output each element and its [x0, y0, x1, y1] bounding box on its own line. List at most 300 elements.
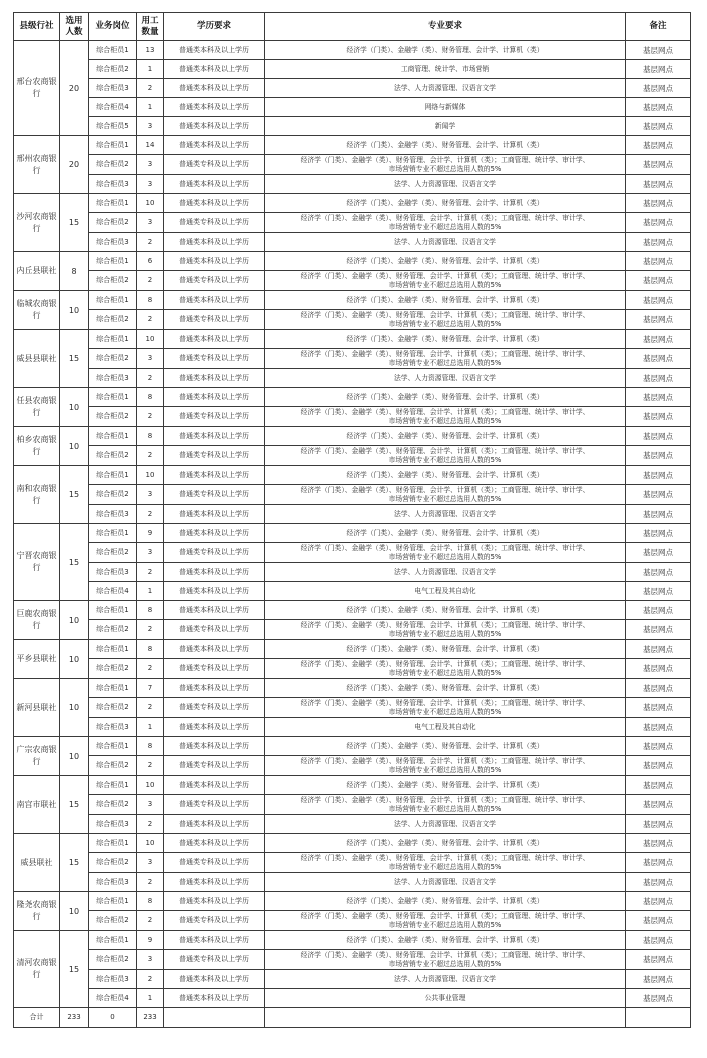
- count-cell: 1: [137, 582, 164, 601]
- major-line-1: 经济学（门类）、金融学（类）、财务管理、会计学、计算机（类）；工商管理、统计学、审计学、: [300, 853, 590, 862]
- post-cell: [89, 41, 137, 60]
- education-cell: 普通类本科及以上学历: [164, 466, 265, 485]
- post-label: 综合柜员: [96, 567, 125, 576]
- table-row: [14, 252, 691, 271]
- post-label: 综合柜员: [96, 490, 125, 498]
- count-cell: 8: [137, 427, 164, 446]
- major-cell: [265, 795, 626, 815]
- post-cell: [89, 873, 137, 892]
- header-major: 专业要求: [265, 13, 626, 41]
- major-cell: 经济学（门类）、金融学（类）、财务管理、会计学、计算机（类）: [265, 330, 626, 349]
- headcount-cell: 15: [60, 330, 89, 388]
- count-cell: 2: [137, 620, 164, 640]
- table-row: [14, 446, 691, 466]
- major-line-2: 市场营销专业不超过总选用人数的5%: [388, 222, 502, 231]
- headcount-cell: 20: [60, 41, 89, 136]
- major-cell: 法学、人力资源管理、汉语言文学: [265, 815, 626, 834]
- post-label: 综合柜员: [96, 392, 125, 401]
- post-number: 3: [124, 83, 129, 92]
- post-label: 综合柜员: [96, 160, 125, 168]
- table-row: [14, 271, 691, 291]
- note-cell: 基层网点: [626, 989, 691, 1008]
- post-cell: [89, 271, 137, 291]
- post-label: 综合柜员: [96, 431, 125, 440]
- table-row: [14, 911, 691, 931]
- table-row: [14, 330, 691, 349]
- major-cell: 经济学（门类）、金融学（类）、财务管理、会计学、计算机（类）: [265, 892, 626, 911]
- major-line-2: 市场营销专业不超过总选用人数的5%: [388, 164, 502, 173]
- major-cell: 经济学（门类）、金融学（类）、财务管理、会计学、计算机（类）: [265, 136, 626, 155]
- post-number: 2: [124, 858, 129, 866]
- table-row: [14, 834, 691, 853]
- note-cell: 基层网点: [626, 485, 691, 505]
- table-row: [14, 776, 691, 795]
- table-footer-row: [14, 1008, 691, 1028]
- education-cell: 普通类本科及以上学历: [164, 194, 265, 213]
- headcount-cell: 10: [60, 427, 89, 466]
- post-number: 1: [124, 431, 129, 440]
- table-row: [14, 233, 691, 252]
- post-number: 2: [124, 412, 129, 420]
- post-cell: [89, 989, 137, 1008]
- county-cell: 威县县联社: [14, 330, 60, 388]
- major-cell: 经济学（门类）、金融学（类）、财务管理、会计学、计算机（类）: [265, 679, 626, 698]
- post-cell: [89, 620, 137, 640]
- post-label: 综合柜员: [96, 102, 125, 111]
- major-line-1: 经济学（门类）、金融学（类）、财务管理、会计学、计算机（类）；工商管理、统计学、审计学、: [300, 543, 590, 552]
- major-cell: 经济学（门类）、金融学（类）、财务管理、会计学、计算机（类）: [265, 466, 626, 485]
- education-cell: 普通类本科及以上学历: [164, 505, 265, 524]
- headcount-cell: 10: [60, 892, 89, 931]
- education-cell: 普通类专科及以上学历: [164, 349, 265, 369]
- header-count: 用工数量: [137, 13, 164, 41]
- table-row: [14, 427, 691, 446]
- headcount-cell: 15: [60, 776, 89, 834]
- note-cell: 基层网点: [626, 466, 691, 485]
- count-cell: 2: [137, 407, 164, 427]
- post-number: 1: [124, 780, 129, 789]
- header-post: 业务岗位: [89, 13, 137, 41]
- post-cell: [89, 369, 137, 388]
- note-cell: 基层网点: [626, 369, 691, 388]
- post-number: 2: [124, 354, 129, 362]
- count-cell: 2: [137, 698, 164, 718]
- post-number: 2: [124, 703, 129, 711]
- major-cell: 电气工程及其自动化: [265, 718, 626, 737]
- post-cell: [89, 310, 137, 330]
- count-cell: 8: [137, 291, 164, 310]
- table-row: [14, 310, 691, 330]
- major-line-1: 经济学（门类）、金融学（类）、财务管理、会计学、计算机（类）；工商管理、统计学、审计学、: [300, 407, 590, 416]
- count-cell: 10: [137, 194, 164, 213]
- education-cell: 普通类本科及以上学历: [164, 737, 265, 756]
- education-cell: 普通类本科及以上学历: [164, 718, 265, 737]
- post-cell: [89, 853, 137, 873]
- table-row: [14, 79, 691, 98]
- count-cell: 6: [137, 252, 164, 271]
- post-cell: [89, 970, 137, 989]
- note-cell: 基层网点: [626, 388, 691, 407]
- post-number: 1: [124, 470, 129, 479]
- post-label: 综合柜员: [96, 664, 125, 672]
- post-cell: [89, 737, 137, 756]
- footer-empty: [164, 1008, 265, 1028]
- count-cell: 8: [137, 388, 164, 407]
- post-cell: [89, 155, 137, 175]
- county-cell: 任县农商银行: [14, 388, 60, 427]
- count-cell: 3: [137, 950, 164, 970]
- education-cell: 普通类本科及以上学历: [164, 892, 265, 911]
- footer-post: 0: [89, 1008, 137, 1028]
- education-cell: 普通类专科及以上学历: [164, 271, 265, 291]
- count-cell: 14: [137, 136, 164, 155]
- post-cell: [89, 756, 137, 776]
- table-row: [14, 679, 691, 698]
- note-cell: 基层网点: [626, 756, 691, 776]
- education-cell: 普通类本科及以上学历: [164, 640, 265, 659]
- major-line-2: 市场营销专业不超过总选用人数的5%: [388, 959, 502, 968]
- major-cell: [265, 155, 626, 175]
- county-cell: 内丘县联社: [14, 252, 60, 291]
- table-row: [14, 620, 691, 640]
- post-number: 2: [124, 916, 129, 924]
- education-cell: 普通类本科及以上学历: [164, 427, 265, 446]
- post-label: 综合柜员: [96, 896, 125, 905]
- headcount-cell: 15: [60, 931, 89, 1008]
- post-cell: [89, 407, 137, 427]
- major-line-2: 市场营销专业不超过总选用人数的5%: [388, 358, 502, 367]
- education-cell: 普通类本科及以上学历: [164, 252, 265, 271]
- post-cell: [89, 563, 137, 582]
- count-cell: 2: [137, 970, 164, 989]
- note-cell: 基层网点: [626, 271, 691, 291]
- count-cell: 8: [137, 640, 164, 659]
- post-label: 综合柜员: [96, 179, 125, 188]
- table-row: [14, 136, 691, 155]
- post-number: 2: [124, 761, 129, 769]
- education-cell: 普通类本科及以上学历: [164, 388, 265, 407]
- major-cell: 经济学（门类）、金融学（类）、财务管理、会计学、计算机（类）: [265, 194, 626, 213]
- table-row: [14, 155, 691, 175]
- count-cell: 2: [137, 563, 164, 582]
- major-cell: 电气工程及其自动化: [265, 582, 626, 601]
- table-row: [14, 505, 691, 524]
- headcount-cell: 8: [60, 252, 89, 291]
- post-number: 1: [124, 140, 129, 149]
- major-line-1: 经济学（门类）、金融学（类）、财务管理、会计学、计算机（类）；工商管理、统计学、审计学、: [300, 756, 590, 765]
- table-row: [14, 659, 691, 679]
- county-cell: 柏乡农商银行: [14, 427, 60, 466]
- county-cell: 巨鹿农商银行: [14, 601, 60, 640]
- note-cell: 基层网点: [626, 233, 691, 252]
- count-cell: 3: [137, 155, 164, 175]
- post-label: 综合柜员: [96, 935, 125, 944]
- count-cell: 13: [137, 41, 164, 60]
- post-label: 综合柜员: [96, 722, 125, 731]
- note-cell: 基层网点: [626, 659, 691, 679]
- post-label: 综合柜员: [96, 761, 125, 769]
- education-cell: 普通类本科及以上学历: [164, 136, 265, 155]
- headcount-cell: 10: [60, 388, 89, 427]
- post-number: 2: [124, 315, 129, 323]
- post-cell: [89, 640, 137, 659]
- education-cell: 普通类本科及以上学历: [164, 233, 265, 252]
- table-row: [14, 601, 691, 620]
- post-cell: [89, 194, 137, 213]
- post-cell: [89, 117, 137, 136]
- post-number: 2: [124, 664, 129, 672]
- major-cell: 网络与新媒体: [265, 98, 626, 117]
- headcount-cell: 20: [60, 136, 89, 194]
- education-cell: 普通类专科及以上学历: [164, 911, 265, 931]
- table-row: [14, 873, 691, 892]
- post-number: 1: [124, 838, 129, 847]
- education-cell: 普通类本科及以上学历: [164, 117, 265, 136]
- footer-count: 233: [137, 1008, 164, 1028]
- county-cell: 清河农商银行: [14, 931, 60, 1008]
- note-cell: 基层网点: [626, 776, 691, 795]
- footer-empty: [626, 1008, 691, 1028]
- table-row: [14, 524, 691, 543]
- count-cell: 1: [137, 989, 164, 1008]
- post-number: 1: [124, 198, 129, 207]
- post-label: 综合柜员: [96, 974, 125, 983]
- county-cell: 广宗农商银行: [14, 737, 60, 776]
- table-row: [14, 737, 691, 756]
- note-cell: 基层网点: [626, 41, 691, 60]
- post-label: 综合柜员: [96, 993, 125, 1002]
- post-cell: [89, 505, 137, 524]
- post-label: 综合柜员: [96, 354, 125, 362]
- education-cell: 普通类专科及以上学历: [164, 155, 265, 175]
- count-cell: 3: [137, 213, 164, 233]
- table-row: [14, 970, 691, 989]
- post-label: 综合柜员: [96, 625, 125, 633]
- count-cell: 3: [137, 543, 164, 563]
- post-cell: [89, 582, 137, 601]
- major-line-1: 经济学（门类）、金融学（类）、财务管理、会计学、计算机（类）；工商管理、统计学、审计学、: [300, 659, 590, 668]
- education-cell: 普通类专科及以上学历: [164, 698, 265, 718]
- major-cell: [265, 446, 626, 466]
- education-cell: 普通类本科及以上学历: [164, 98, 265, 117]
- post-number: 1: [124, 392, 129, 401]
- note-cell: 基层网点: [626, 60, 691, 79]
- count-cell: 2: [137, 756, 164, 776]
- post-label: 综合柜员: [96, 45, 125, 54]
- note-cell: 基层网点: [626, 795, 691, 815]
- major-line-1: 经济学（门类）、金融学（类）、财务管理、会计学、计算机（类）；工商管理、统计学、审计学、: [300, 271, 590, 280]
- headcount-cell: 15: [60, 524, 89, 601]
- major-line-1: 经济学（门类）、金融学（类）、财务管理、会计学、计算机（类）；工商管理、统计学、审计学、: [300, 349, 590, 358]
- note-cell: 基层网点: [626, 834, 691, 853]
- footer-label: 合计: [14, 1008, 60, 1028]
- major-cell: [265, 620, 626, 640]
- major-cell: 经济学（门类）、金融学（类）、财务管理、会计学、计算机（类）: [265, 41, 626, 60]
- post-number: 3: [124, 509, 129, 518]
- post-label: 综合柜员: [96, 955, 125, 963]
- count-cell: 9: [137, 524, 164, 543]
- count-cell: 1: [137, 60, 164, 79]
- post-number: 2: [124, 160, 129, 168]
- major-cell: 经济学（门类）、金融学（类）、财务管理、会计学、计算机（类）: [265, 931, 626, 950]
- county-cell: 邢州农商银行: [14, 136, 60, 194]
- major-cell: 法学、人力资源管理、汉语言文学: [265, 175, 626, 194]
- major-cell: [265, 698, 626, 718]
- count-cell: 3: [137, 175, 164, 194]
- note-cell: 基层网点: [626, 291, 691, 310]
- major-line-2: 市场营销专业不超过总选用人数的5%: [388, 862, 502, 871]
- major-cell: [265, 310, 626, 330]
- note-cell: 基层网点: [626, 737, 691, 756]
- major-line-2: 市场营销专业不超过总选用人数的5%: [388, 629, 502, 638]
- table-row: [14, 853, 691, 873]
- note-cell: 基层网点: [626, 310, 691, 330]
- major-line-1: 经济学（门类）、金融学（类）、财务管理、会计学、计算机（类）；工商管理、统计学、审计学、: [300, 698, 590, 707]
- note-cell: 基层网点: [626, 155, 691, 175]
- post-cell: [89, 446, 137, 466]
- post-number: 2: [124, 800, 129, 808]
- major-cell: 公共事业管理: [265, 989, 626, 1008]
- major-line-2: 市场营销专业不超过总选用人数的5%: [388, 765, 502, 774]
- county-cell: 威县联社: [14, 834, 60, 892]
- table-row: [14, 815, 691, 834]
- post-number: 2: [124, 625, 129, 633]
- table-row: [14, 349, 691, 369]
- note-cell: 基层网点: [626, 407, 691, 427]
- post-label: 综合柜员: [96, 451, 125, 459]
- major-line-2: 市场营销专业不超过总选用人数的5%: [388, 920, 502, 929]
- education-cell: 普通类本科及以上学历: [164, 582, 265, 601]
- note-cell: 基层网点: [626, 601, 691, 620]
- education-cell: 普通类本科及以上学历: [164, 931, 265, 950]
- count-cell: 3: [137, 853, 164, 873]
- post-cell: [89, 950, 137, 970]
- count-cell: 10: [137, 834, 164, 853]
- post-cell: [89, 175, 137, 194]
- post-number: 1: [124, 295, 129, 304]
- post-label: 综合柜员: [96, 373, 125, 382]
- county-cell: 临城农商银行: [14, 291, 60, 330]
- post-cell: [89, 427, 137, 446]
- post-cell: [89, 330, 137, 349]
- county-cell: 邢台农商银行: [14, 41, 60, 136]
- major-cell: 经济学（门类）、金融学（类）、财务管理、会计学、计算机（类）: [265, 834, 626, 853]
- note-cell: 基层网点: [626, 970, 691, 989]
- county-cell: 平乡县联社: [14, 640, 60, 679]
- count-cell: 2: [137, 911, 164, 931]
- table-row: [14, 60, 691, 79]
- headcount-cell: 10: [60, 601, 89, 640]
- post-label: 综合柜员: [96, 237, 125, 246]
- post-cell: [89, 698, 137, 718]
- post-number: 1: [124, 683, 129, 692]
- post-number: 3: [124, 237, 129, 246]
- count-cell: 10: [137, 330, 164, 349]
- education-cell: 普通类专科及以上学历: [164, 756, 265, 776]
- post-cell: [89, 349, 137, 369]
- note-cell: 基层网点: [626, 911, 691, 931]
- post-cell: [89, 601, 137, 620]
- education-cell: 普通类专科及以上学历: [164, 407, 265, 427]
- table-row: [14, 291, 691, 310]
- education-cell: 普通类本科及以上学历: [164, 369, 265, 388]
- major-cell: [265, 911, 626, 931]
- education-cell: 普通类专科及以上学历: [164, 213, 265, 233]
- count-cell: 8: [137, 737, 164, 756]
- major-cell: 法学、人力资源管理、汉语言文学: [265, 873, 626, 892]
- table-row: [14, 582, 691, 601]
- post-cell: [89, 136, 137, 155]
- note-cell: 基层网点: [626, 117, 691, 136]
- major-cell: 法学、人力资源管理、汉语言文学: [265, 79, 626, 98]
- education-cell: 普通类本科及以上学历: [164, 601, 265, 620]
- post-number: 4: [124, 993, 129, 1002]
- note-cell: 基层网点: [626, 194, 691, 213]
- header-total: 选用人数: [60, 13, 89, 41]
- major-cell: [265, 543, 626, 563]
- major-cell: 工商管理、统计学、市场营销: [265, 60, 626, 79]
- major-cell: 经济学（门类）、金融学（类）、财务管理、会计学、计算机（类）: [265, 776, 626, 795]
- major-cell: 经济学（门类）、金融学（类）、财务管理、会计学、计算机（类）: [265, 640, 626, 659]
- post-label: 综合柜员: [96, 916, 125, 924]
- county-cell: 沙河农商银行: [14, 194, 60, 252]
- post-label: 综合柜员: [96, 198, 125, 207]
- major-line-1: 经济学（门类）、金融学（类）、财务管理、会计学、计算机（类）；工商管理、统计学、审计学、: [300, 446, 590, 455]
- post-number: 3: [124, 179, 129, 188]
- post-cell: [89, 98, 137, 117]
- count-cell: 3: [137, 795, 164, 815]
- post-label: 综合柜员: [96, 334, 125, 343]
- table-row: [14, 989, 691, 1008]
- footer-total: 233: [60, 1008, 89, 1028]
- post-number: 3: [124, 722, 129, 731]
- post-cell: [89, 911, 137, 931]
- post-number: 3: [124, 373, 129, 382]
- major-cell: 法学、人力资源管理、汉语言文学: [265, 563, 626, 582]
- post-number: 1: [124, 256, 129, 265]
- note-cell: 基层网点: [626, 213, 691, 233]
- count-cell: 2: [137, 369, 164, 388]
- education-cell: 普通类本科及以上学历: [164, 970, 265, 989]
- note-cell: 基层网点: [626, 640, 691, 659]
- note-cell: 基层网点: [626, 349, 691, 369]
- major-cell: 经济学（门类）、金融学（类）、财务管理、会计学、计算机（类）: [265, 427, 626, 446]
- major-cell: [265, 950, 626, 970]
- count-cell: 3: [137, 349, 164, 369]
- table-row: [14, 892, 691, 911]
- major-cell: [265, 659, 626, 679]
- note-cell: 基层网点: [626, 718, 691, 737]
- table-row: [14, 407, 691, 427]
- education-cell: 普通类本科及以上学历: [164, 989, 265, 1008]
- post-label: 综合柜员: [96, 140, 125, 149]
- education-cell: 普通类专科及以上学历: [164, 795, 265, 815]
- headcount-cell: 15: [60, 466, 89, 524]
- major-cell: 经济学（门类）、金融学（类）、财务管理、会计学、计算机（类）: [265, 291, 626, 310]
- major-line-2: 市场营销专业不超过总选用人数的5%: [388, 416, 502, 425]
- count-cell: 2: [137, 310, 164, 330]
- table-row: [14, 950, 691, 970]
- count-cell: 2: [137, 815, 164, 834]
- count-cell: 1: [137, 98, 164, 117]
- major-cell: [265, 407, 626, 427]
- post-number: 2: [124, 64, 129, 73]
- count-cell: 2: [137, 505, 164, 524]
- post-number: 1: [124, 935, 129, 944]
- table-row: [14, 795, 691, 815]
- post-label: 综合柜员: [96, 780, 125, 789]
- education-cell: 普通类专科及以上学历: [164, 950, 265, 970]
